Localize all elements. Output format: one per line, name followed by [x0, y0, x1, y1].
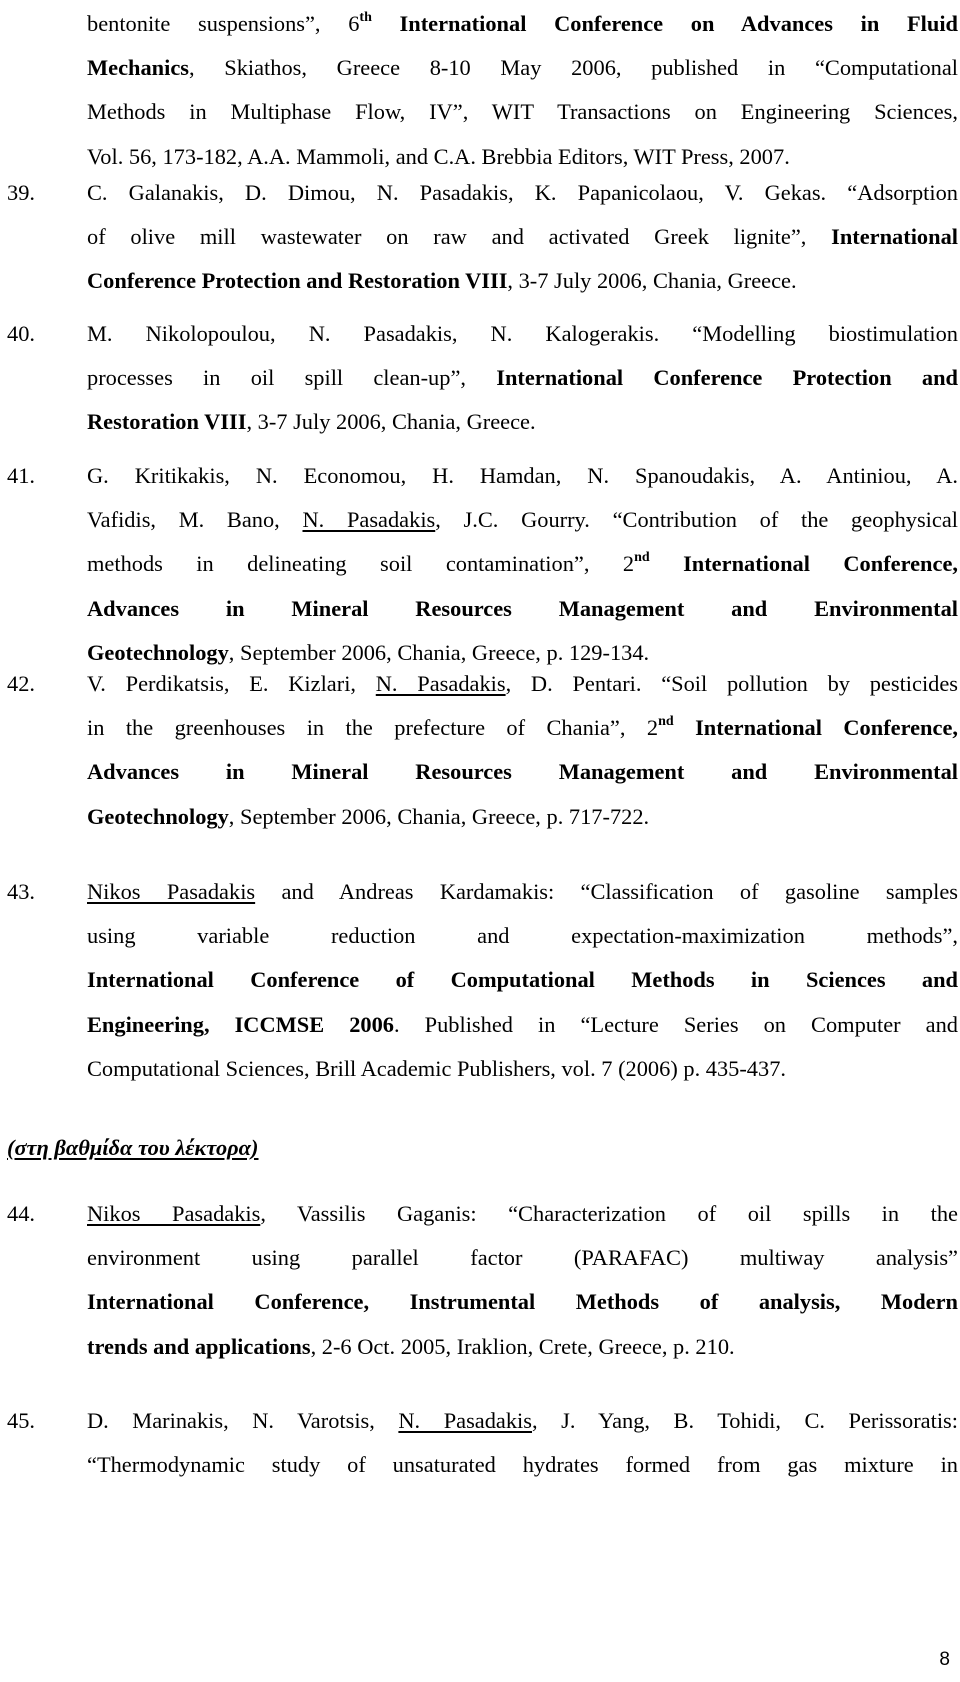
- reference-line: [87, 1278, 958, 1326]
- reference-line: [87, 0, 958, 48]
- reference-line: [87, 1234, 958, 1282]
- ordinal-superscript: nd: [658, 714, 674, 730]
- text-run: G. Kritikakis, N. Economou, H. Hamdan, N. Spanoudakis, A. Antiniou, A.: [87, 463, 958, 488]
- reference-number: 43.: [7, 879, 35, 904]
- bold-text: Geotechnology: [87, 639, 229, 665]
- reference-line: [87, 540, 958, 588]
- reference-line: [87, 1441, 958, 1489]
- page-number: 8: [939, 1649, 950, 1670]
- reference-line: [87, 1323, 958, 1371]
- underlined-author: Nikos Pasadakis: [87, 1201, 261, 1226]
- bold-text: Mechanics: [87, 55, 189, 81]
- text-run: , 3-7 July 2006, Chania, Greece.: [507, 268, 797, 294]
- reference-line: [87, 257, 958, 305]
- text-run: Methods in Multiphase Flow, IV”, WIT Transactions on Engineering Sciences,: [87, 99, 958, 125]
- text-run: Computational Sciences, Brill Academic Publishers, vol. 7 (2006) p. 435-437.: [87, 1055, 786, 1081]
- reference-line: [87, 660, 958, 708]
- bold-text: International: [831, 224, 958, 250]
- reference-line: [87, 956, 958, 1004]
- reference-number: 42.: [7, 671, 35, 696]
- text-run: methods in delineating soil contamination”, 2: [87, 551, 635, 577]
- reference-line: [87, 704, 958, 752]
- reference-line: [87, 1001, 958, 1049]
- reference-line: [87, 452, 958, 500]
- text-run: in the greenhouses in the prefecture of Chania”, 2: [87, 715, 659, 741]
- text-run: , 2-6 Oct. 2005, Iraklion, Crete, Greece, p. 210.: [310, 1333, 735, 1359]
- underlined-author: Nikos Pasadakis: [87, 879, 256, 904]
- reference-line: [87, 44, 958, 92]
- bold-text: Geotechnology: [87, 803, 229, 829]
- text-run: using variable reduction and expectation-maximization methods”,: [87, 923, 958, 949]
- text-run: V. Perdikatsis, E. Kizlari,: [87, 671, 376, 696]
- text-run: “Thermodynamic study of unsaturated hydrates formed from gas mixture in: [87, 1452, 958, 1478]
- reference-line: [87, 1397, 958, 1445]
- reference-number: 41.: [7, 463, 35, 488]
- bold-text: Restoration VIII: [87, 409, 247, 435]
- underlined-author: N. Pasadakis: [375, 671, 506, 696]
- bold-text: Advances in Mineral Resources Management and Environmental: [87, 595, 958, 621]
- reference-line: [87, 169, 958, 217]
- bold-text: International Conference,: [673, 715, 958, 741]
- text-run: . Published in “Lecture Series on Computer and: [394, 1011, 958, 1037]
- text-run: of olive mill wastewater on raw and activated Greek lignite”,: [87, 224, 832, 250]
- reference-line: [87, 748, 958, 796]
- underlined-author: N. Pasadakis: [302, 507, 436, 533]
- reference-line: [87, 496, 958, 544]
- bold-text: Conference Protection and Restoration VIII: [87, 268, 508, 294]
- reference-line: [87, 213, 958, 261]
- reference-number: 39.: [7, 180, 35, 205]
- reference-line: [87, 398, 958, 446]
- text-run: , D. Pentari. “Soil pollution by pesticides: [505, 671, 958, 696]
- bold-text: International Conference on Advances in Fluid: [371, 11, 958, 36]
- bold-text: Advances in Mineral Resources Management and Environmental: [87, 759, 958, 785]
- bold-text: International Conference, Instrumental Methods of analysis, Modern: [87, 1289, 958, 1315]
- reference-line: [87, 1045, 958, 1093]
- text-run: , J.C. Gourry. “Contribution of the geophysical: [435, 507, 958, 533]
- bold-text: International Conference,: [649, 551, 958, 577]
- text-run: Vafidis, M. Bano,: [87, 507, 303, 533]
- text-run: bentonite suspensions”, 6: [87, 11, 360, 36]
- reference-line: [87, 1190, 958, 1238]
- text-run: C. Galanakis, D. Dimou, N. Pasadakis, K. Papanicolaou, V. Gekas. “Adsorption: [87, 180, 958, 205]
- reference-line: [87, 585, 958, 633]
- reference-line: [87, 793, 958, 841]
- text-run: and Andreas Kardamakis: “Classification of gasoline samples: [255, 879, 958, 904]
- text-run: , J. Yang, B. Tohidi, C. Perissoratis:: [532, 1408, 958, 1433]
- text-run: Vol. 56, 173-182, A.A. Mammoli, and C.A. Brebbia Editors, WIT Press, 2007.: [87, 143, 790, 169]
- text-run: , 3-7 July 2006, Chania, Greece.: [246, 409, 536, 435]
- text-run: processes in oil spill clean-up”,: [87, 365, 497, 391]
- text-run: , September 2006, Chania, Greece, p. 129-134.: [228, 639, 650, 665]
- section-heading: (στη βαθμίδα του λέκτορα): [7, 1135, 259, 1160]
- reference-number: 44.: [7, 1201, 35, 1226]
- bold-text: International Conference of Computational Methods in Sciences and: [87, 967, 958, 993]
- bold-text: International Conference Protection and: [496, 365, 958, 391]
- bold-text: trends and applications: [87, 1333, 311, 1359]
- reference-line: [87, 912, 958, 960]
- text-run: , Vassilis Gaganis: “Characterization of oil spills in the: [260, 1201, 958, 1226]
- reference-line: [87, 354, 958, 402]
- ordinal-superscript: th: [359, 10, 372, 25]
- reference-number: 40.: [7, 321, 35, 346]
- text-run: M. Nikolopoulou, N. Pasadakis, N. Kalogerakis. “Modelling biostimulation: [87, 321, 958, 346]
- reference-line: [87, 310, 958, 358]
- reference-line: [87, 88, 958, 136]
- bold-text: Engineering, ICCMSE 2006: [87, 1011, 394, 1037]
- text-run: environment using parallel factor (PARAFAC) multiway analysis”: [87, 1245, 958, 1271]
- ordinal-superscript: nd: [634, 550, 650, 566]
- underlined-author: N. Pasadakis: [398, 1408, 532, 1433]
- reference-line: [87, 868, 958, 916]
- text-run: , September 2006, Chania, Greece, p. 717-722.: [228, 803, 650, 829]
- reference-number: 45.: [7, 1408, 35, 1433]
- text-run: D. Marinakis, N. Varotsis,: [87, 1408, 399, 1433]
- text-run: , Skiathos, Greece 8-10 May 2006, published in “Computational: [188, 55, 958, 81]
